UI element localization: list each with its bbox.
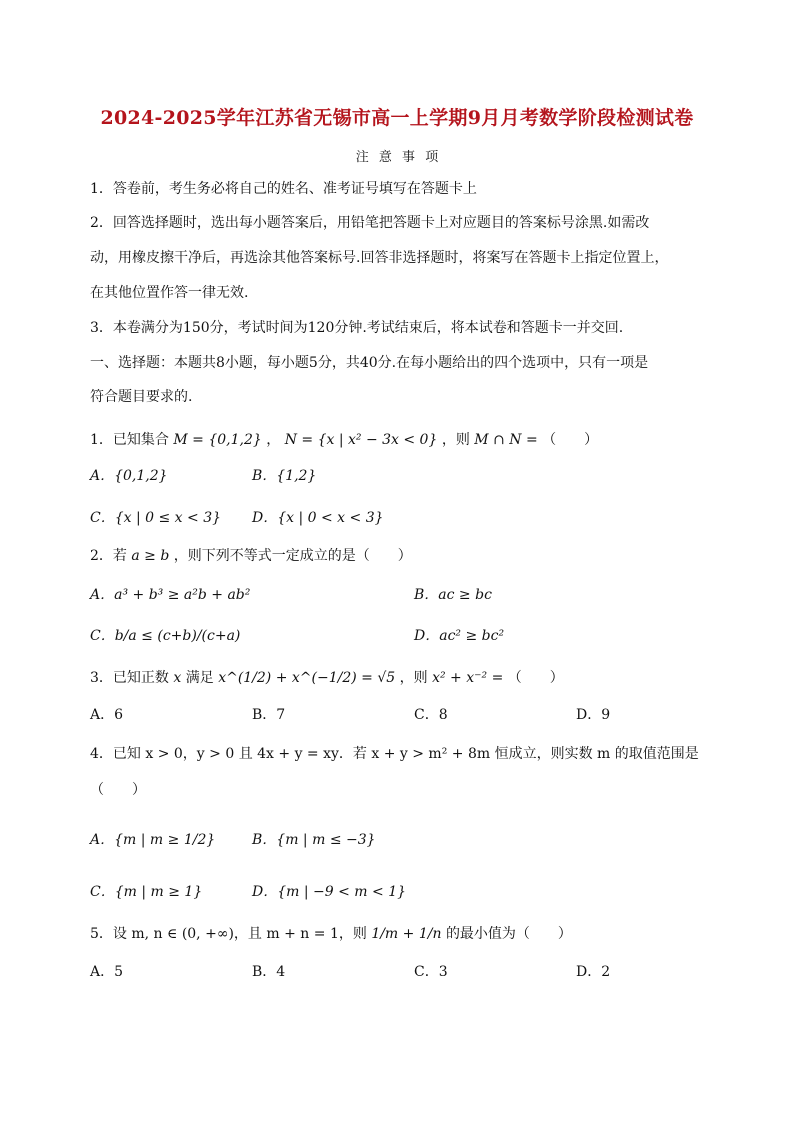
q5-option-b: B．4 bbox=[252, 964, 286, 980]
q1-option-d: D．{x | 0 < x < 3} bbox=[252, 510, 384, 526]
question-4-line-2: （ ） bbox=[90, 782, 146, 798]
q5-option-c: C．3 bbox=[414, 964, 448, 980]
q5-option-a: A．5 bbox=[90, 964, 124, 980]
q2-option-b: B．ac ≥ bc bbox=[414, 587, 492, 603]
q3-mid2: ，则 bbox=[399, 670, 428, 686]
note-line-1: 1．答卷前，考生务必将自己的姓名、准考证号填写在答题卡上 bbox=[90, 181, 477, 197]
q3-cond: x^(1/2) + x^(−1/2) = √5 bbox=[218, 670, 396, 686]
q4-option-b: B．{m | m ≤ −3} bbox=[252, 832, 376, 848]
q3-expr: x² + x⁻² = bbox=[432, 670, 504, 686]
q3-mid: 满足 bbox=[185, 670, 214, 686]
note-line-2: 2．回答选择题时，选出每小题答案后，用铅笔把答题卡上对应题目的答案标号涂黑.如需改 bbox=[90, 215, 650, 231]
q3-var: x bbox=[173, 670, 182, 686]
q3-option-b: B．7 bbox=[252, 707, 286, 723]
question-4-line-1: 4．已知 x > 0，y > 0 且 4x + y = xy．若 x + y > m² + 8m 恒成立，则实数 m 的取值范围是 bbox=[90, 746, 699, 762]
q1-option-b: B．{1,2} bbox=[252, 468, 317, 484]
q3-option-d: D．9 bbox=[576, 707, 611, 723]
q3-option-c: C．8 bbox=[414, 707, 448, 723]
q2-option-a: A．a³ + b³ ≥ a²b + ab² bbox=[90, 587, 251, 603]
notice-heading: 注 意 事 项 bbox=[355, 150, 439, 165]
q1-set-n: N = {x | x² − 3x < 0} bbox=[284, 432, 438, 448]
q3-prefix: 3．已知正数 bbox=[90, 670, 169, 686]
exam-title: 2024-2025学年江苏省无锡市高一上学期9月月考数学阶段检测试卷 bbox=[100, 107, 694, 129]
q5-tail: 的最小值为（ ） bbox=[445, 926, 572, 942]
q2-cond: a ≥ b bbox=[131, 548, 170, 564]
note-line-4: 在其他位置作答一律无效. bbox=[90, 285, 249, 301]
q4-option-c: C．{m | m ≥ 1} bbox=[90, 884, 203, 900]
question-2 bbox=[90, 546, 412, 566]
q5-option-d: D．2 bbox=[576, 964, 611, 980]
question-5 bbox=[90, 924, 572, 944]
note-line-5: 3．本卷满分为150分，考试时间为120分钟.考试结束后，将本试卷和答题卡一并交回. bbox=[90, 320, 624, 336]
q5-prefix: 5．设 m, n ∈ (0, +∞)，且 m + n = 1，则 bbox=[90, 926, 367, 942]
q2-option-d: D．ac² ≥ bc² bbox=[414, 628, 505, 644]
q3-option-a: A．6 bbox=[90, 707, 124, 723]
q1-tail: （ ） bbox=[542, 432, 599, 448]
q4-option-a: A．{m | m ≥ 1/2} bbox=[90, 832, 216, 848]
q2-prefix: 2．若 bbox=[90, 548, 127, 564]
question-3 bbox=[90, 668, 564, 688]
q5-expr: 1/m + 1/n bbox=[371, 926, 442, 942]
q1-mid: ，则 bbox=[441, 432, 470, 448]
q1-option-a: A．{0,1,2} bbox=[90, 468, 168, 484]
q1-prefix: 1．已知集合 bbox=[90, 432, 169, 448]
q2-option-c: C．b/a ≤ (c+b)/(c+a) bbox=[90, 628, 241, 644]
section-heading-line-2: 符合题目要求的. bbox=[90, 389, 193, 405]
question-1 bbox=[90, 430, 598, 450]
section-heading-line-1: 一、选择题：本题共8小题，每小题5分，共40分.在每小题给出的四个选项中，只有一项是 bbox=[90, 355, 649, 371]
q1-option-c: C．{x | 0 ≤ x < 3} bbox=[90, 510, 222, 526]
q1-expr: M ∩ N = bbox=[474, 432, 538, 448]
q1-set-m: M = {0,1,2} bbox=[173, 432, 262, 448]
q2-tail: ，则下列不等式一定成立的是（ ） bbox=[173, 548, 412, 564]
q3-tail: （ ） bbox=[507, 670, 564, 686]
note-line-3: 动，用橡皮擦干净后，再选涂其他答案标号.回答非选择题时，将案写在答题卡上指定位置上， bbox=[90, 250, 669, 266]
q4-option-d: D．{m | −9 < m < 1} bbox=[252, 884, 407, 900]
q1-comma: ， bbox=[266, 432, 281, 448]
